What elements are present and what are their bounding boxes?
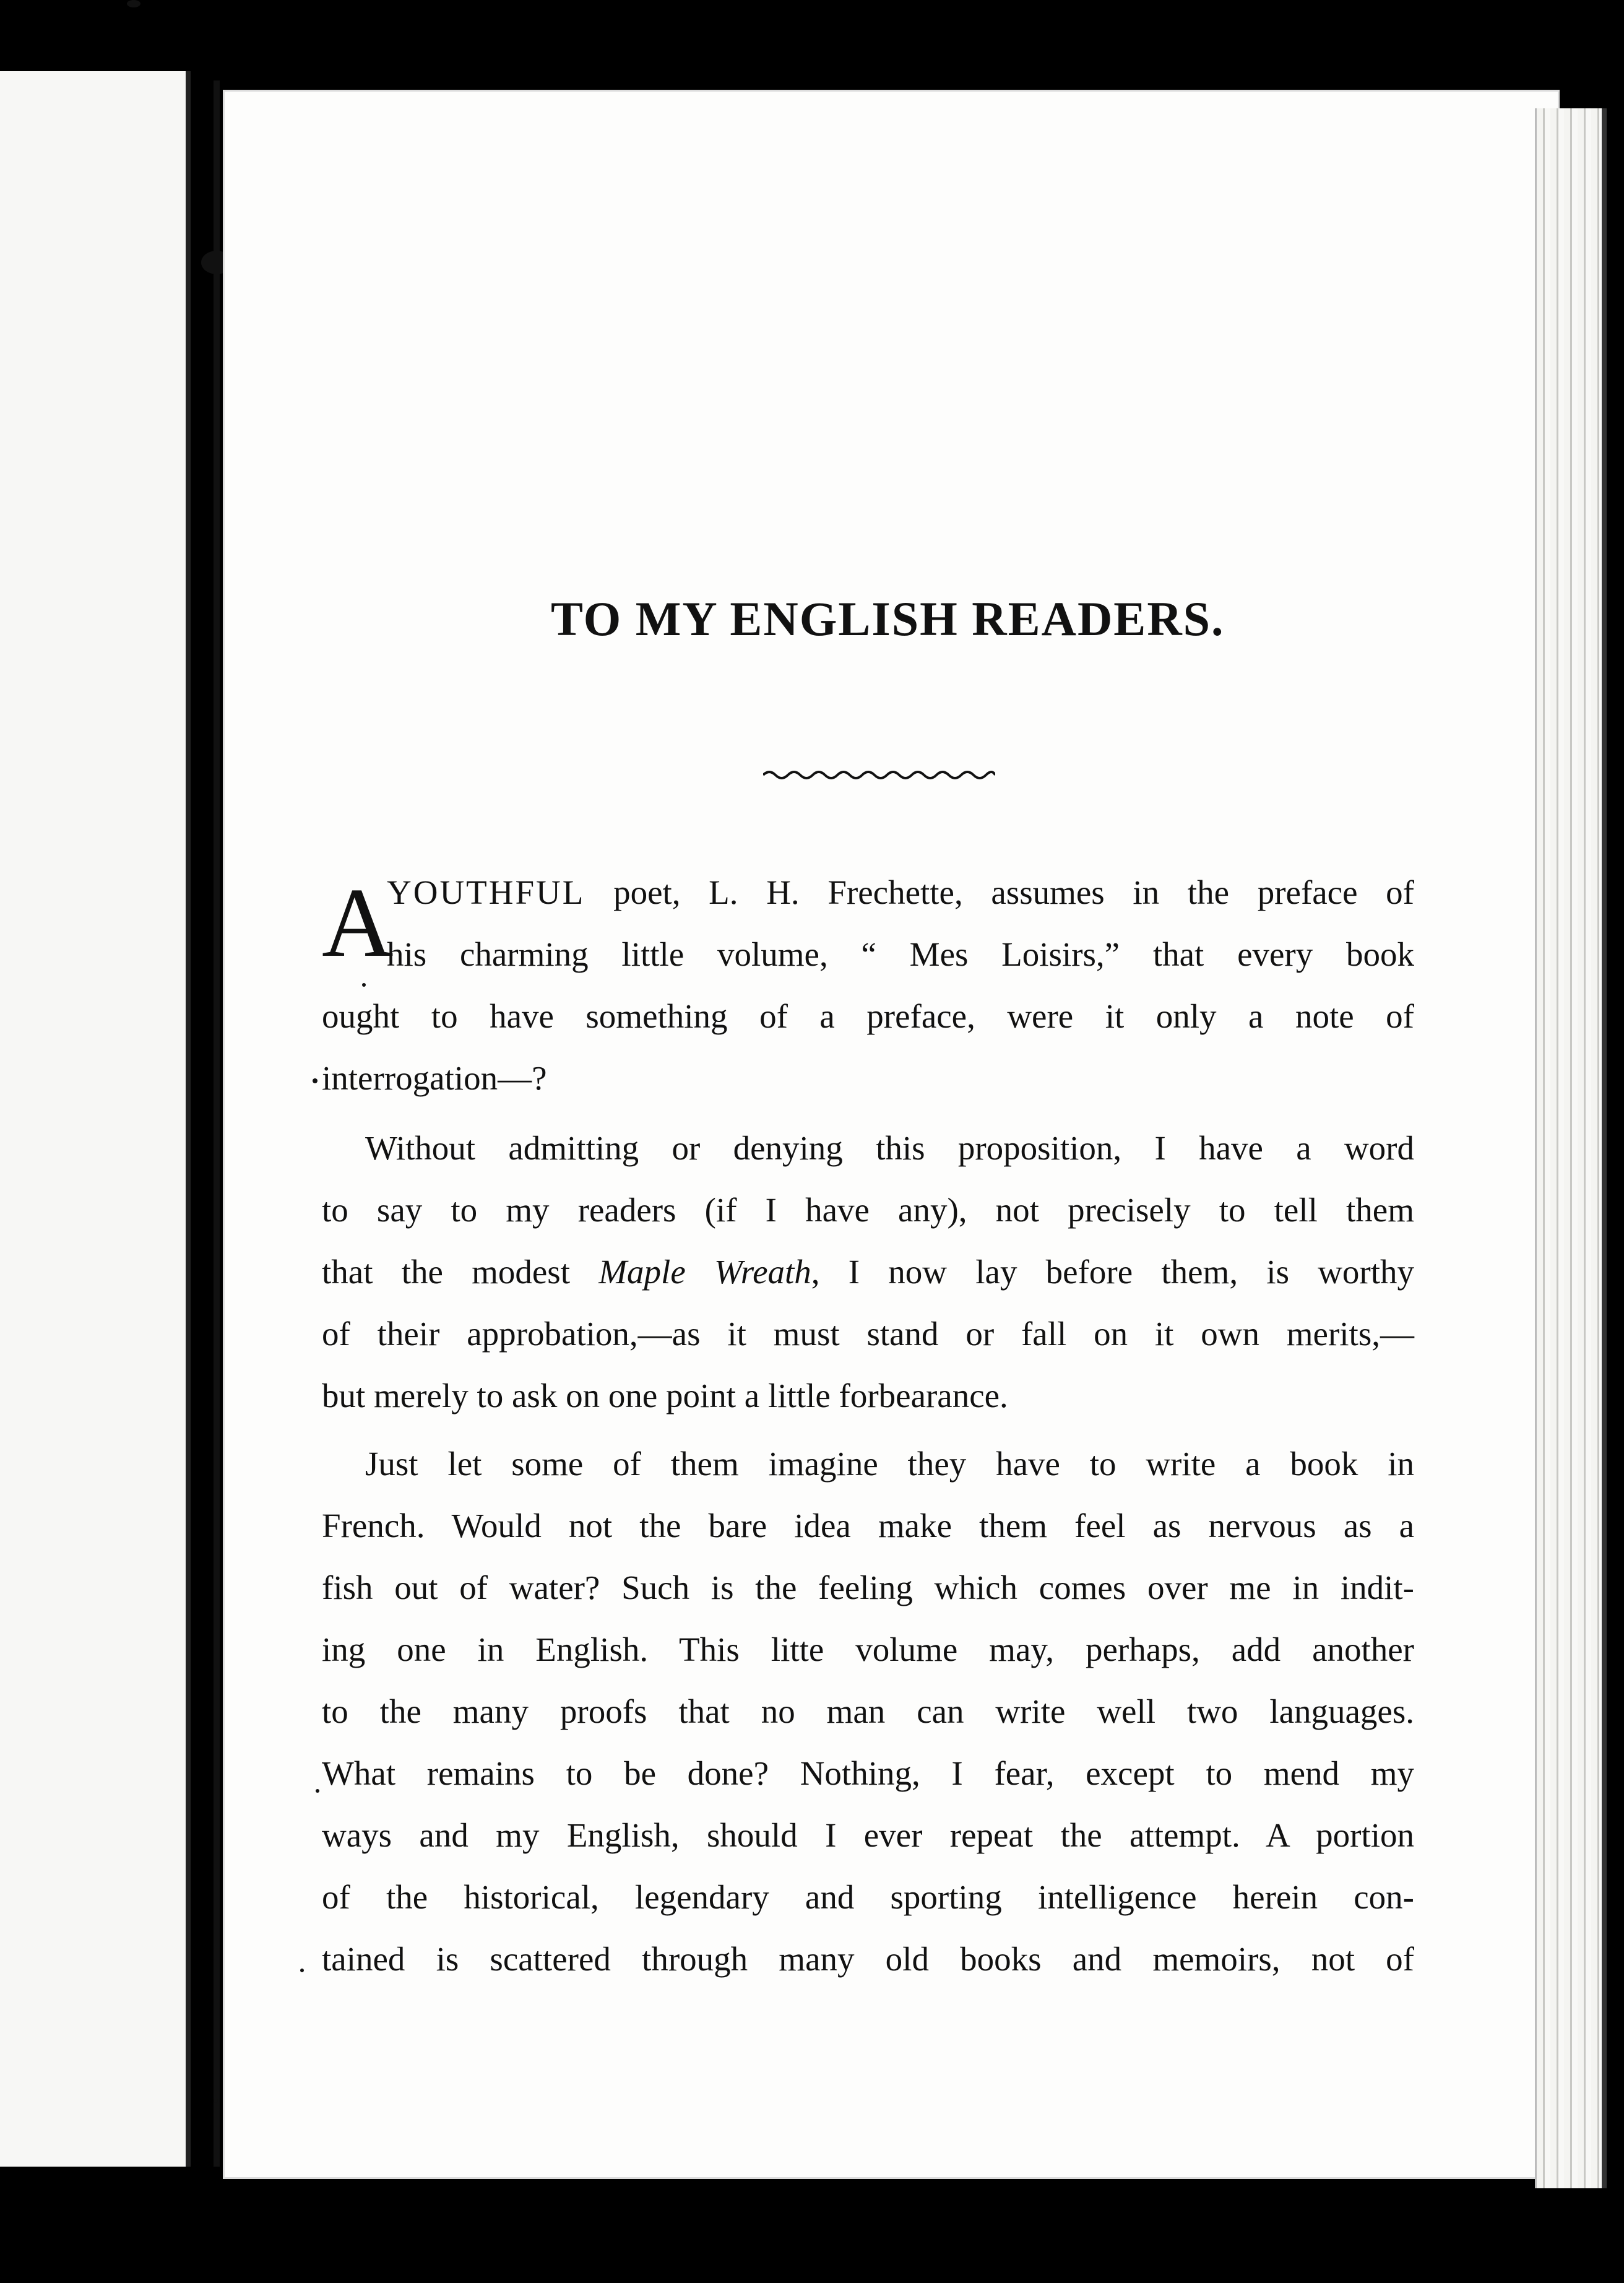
paragraph-1-line-2: his charming little volume, “ Mes Loisirs,” that every book — [387, 935, 1414, 973]
scan-speck — [362, 983, 366, 987]
scan-speck — [214, 2099, 218, 2103]
paragraph-3-line-9: tained is scattered through many old books and memoirs, not of — [322, 1940, 1414, 1978]
paragraph-3-line-6: What remains to be done? Nothing, I fear, except to mend my — [322, 1754, 1414, 1792]
paragraph-3-line-3: fish out of water? Such is the feeling which comes over me in indit- — [322, 1569, 1414, 1606]
paragraph-2-line-5: but merely to ask on one point a little forbearance. — [322, 1377, 1008, 1414]
paragraph-2-line-1: Without admitting or denying this proposition, I have a word — [365, 1129, 1414, 1167]
left-page — [0, 71, 191, 2167]
page-title: TO MY ENGLISH READERS. — [551, 592, 1225, 646]
paragraph-1-line-3: ought to have something of a preface, were it only a note of — [322, 997, 1414, 1035]
wavy-ornament — [763, 768, 995, 782]
paragraph-3-line-7: ways and my English, should I ever repeat the attempt. A portion — [322, 1816, 1414, 1854]
paragraph-1-line-1: YOUTHFUL poet, L. H. Frechette, assumes in the preface of — [387, 873, 1414, 911]
scan-speck — [316, 1789, 319, 1793]
scan-speck — [300, 1969, 304, 1972]
paragraph-3-line-4: ing one in English. This litte volume may, perhaps, add another — [322, 1631, 1414, 1668]
gutter-line — [214, 80, 220, 2167]
scan-speck — [313, 1078, 317, 1083]
paragraph-2-line-4: of their approbation,—as it must stand or fall on it own merits,— — [322, 1315, 1414, 1353]
paragraph-3-line-1: Just let some of them imagine they have to write a book in — [365, 1445, 1414, 1483]
page-edges — [1535, 108, 1607, 2188]
paragraph-3-line-2: French. Would not the bare idea make them feel as nervous as a — [322, 1507, 1414, 1544]
paragraph-1-line-4: interrogation—? — [322, 1059, 547, 1097]
paragraph-3-line-5: to the many proofs that no man can write well two languages. — [322, 1692, 1414, 1730]
scan-speck — [127, 0, 140, 7]
drop-cap: A — [322, 867, 394, 977]
paragraph-2-line-2: to say to my readers (if I have any), not precisely to tell them — [322, 1191, 1414, 1229]
paragraph-3-line-8: of the historical, legendary and sporting intelligence herein con- — [322, 1878, 1414, 1916]
paragraph-2-line-3: that the modest Maple Wreath, I now lay before them, is worthy — [322, 1253, 1415, 1291]
